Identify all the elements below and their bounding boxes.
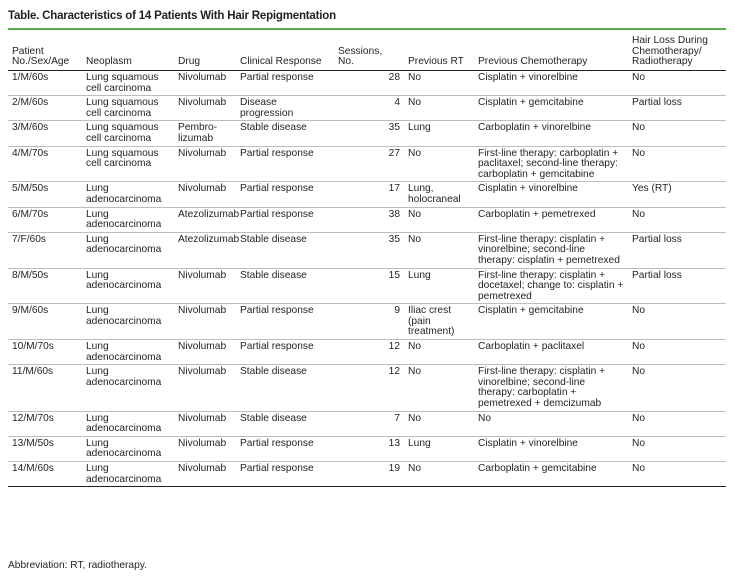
table-cell: Lung squamous cell carcinoma: [82, 146, 174, 182]
footnote: Abbreviation: RT, radiotherapy.: [8, 560, 147, 571]
table-row: [8, 365, 726, 411]
table-cell: 17: [334, 182, 404, 207]
table-cell: 6/M/70s: [8, 207, 82, 232]
table-cell: No: [404, 411, 474, 436]
table-cell: Lung, holocraneal: [404, 182, 474, 207]
table-cell: First-line therapy: cisplatin + docetaxel; change to: cisplatin + pemetrexed: [474, 268, 628, 304]
table-cell: Carboplatin + paclitaxel: [474, 340, 628, 365]
table-cell: No: [628, 411, 726, 436]
table-cell: Nivolumab: [174, 436, 236, 461]
table-cell: No: [404, 365, 474, 411]
table-row: [8, 71, 726, 96]
table-cell: Cisplatin + vinorelbine: [474, 71, 628, 96]
table-cell: Nivolumab: [174, 340, 236, 365]
table-cell: No: [404, 232, 474, 268]
table-cell: Partial response: [236, 436, 334, 461]
column-header: Drug: [174, 34, 236, 71]
table-row: [8, 96, 726, 121]
table-cell: No: [474, 411, 628, 436]
table-cell: Cisplatin + vinorelbine: [474, 182, 628, 207]
table-cell: 27: [334, 146, 404, 182]
table-row: [8, 340, 726, 365]
table-cell: Atezolizumab: [174, 207, 236, 232]
table-cell: 10/M/70s: [8, 340, 82, 365]
table-cell: 38: [334, 207, 404, 232]
table-row: [8, 436, 726, 461]
table-cell: Lung adenocarcinoma: [82, 304, 174, 340]
table-cell: Lung: [404, 121, 474, 146]
table-cell: No: [404, 340, 474, 365]
table-cell: Partial loss: [628, 96, 726, 121]
table-row: [8, 146, 726, 182]
table-cell: 14/M/60s: [8, 462, 82, 487]
table-cell: No: [628, 207, 726, 232]
table-cell: Stable disease: [236, 121, 334, 146]
table-cell: Partial response: [236, 304, 334, 340]
table-cell: 15: [334, 268, 404, 304]
table-cell: Lung adenocarcinoma: [82, 268, 174, 304]
table-cell: No: [628, 340, 726, 365]
table-cell: Nivolumab: [174, 462, 236, 487]
table-cell: Partial response: [236, 146, 334, 182]
table-body: [8, 71, 726, 487]
table-cell: Partial response: [236, 71, 334, 96]
table-cell: Lung adenocarcinoma: [82, 462, 174, 487]
table-cell: 8/M/50s: [8, 268, 82, 304]
table-cell: Nivolumab: [174, 411, 236, 436]
table-cell: Pembro-lizumab: [174, 121, 236, 146]
table-cell: Stable disease: [236, 268, 334, 304]
table-cell: No: [628, 146, 726, 182]
table-cell: No: [404, 71, 474, 96]
table-cell: 2/M/60s: [8, 96, 82, 121]
table-cell: First-line therapy: carboplatin + paclitaxel; second-line therapy: carboplatin + gemcitabine: [474, 146, 628, 182]
table-cell: Lung squamous cell carcinoma: [82, 71, 174, 96]
table-cell: Lung adenocarcinoma: [82, 365, 174, 411]
table-cell: No: [628, 304, 726, 340]
table-cell: Carboplatin + vinorelbine: [474, 121, 628, 146]
table-cell: 9: [334, 304, 404, 340]
table-cell: Nivolumab: [174, 71, 236, 96]
table-cell: Lung squamous cell carcinoma: [82, 121, 174, 146]
table-cell: 35: [334, 232, 404, 268]
table-cell: No: [628, 365, 726, 411]
table-cell: 5/M/50s: [8, 182, 82, 207]
table-cell: 3/M/60s: [8, 121, 82, 146]
table-cell: Lung adenocarcinoma: [82, 207, 174, 232]
column-header: Patient No./Sex/Age: [8, 34, 82, 71]
table-cell: 7/F/60s: [8, 232, 82, 268]
table-cell: Partial response: [236, 462, 334, 487]
column-header: Clinical Response: [236, 34, 334, 71]
table-cell: Stable disease: [236, 411, 334, 436]
table-cell: First-line therapy: cisplatin + vinorelbine; second-line therapy: cisplatin + pemetrexed: [474, 232, 628, 268]
table-cell: Disease progression: [236, 96, 334, 121]
table-cell: 1/M/60s: [8, 71, 82, 96]
table-row: [8, 182, 726, 207]
table-cell: Iliac crest (pain treatment): [404, 304, 474, 340]
table-row: [8, 207, 726, 232]
table-cell: 7: [334, 411, 404, 436]
table-cell: 12: [334, 365, 404, 411]
table-cell: Nivolumab: [174, 96, 236, 121]
table-cell: Lung: [404, 268, 474, 304]
table-cell: Partial loss: [628, 268, 726, 304]
table-cell: No: [404, 462, 474, 487]
column-header: Sessions, No.: [334, 34, 404, 71]
table-cell: Lung adenocarcinoma: [82, 411, 174, 436]
table-cell: 13: [334, 436, 404, 461]
table-cell: No: [628, 436, 726, 461]
characteristics-table: [8, 34, 726, 487]
column-header: Neoplasm: [82, 34, 174, 71]
table-cell: Partial response: [236, 207, 334, 232]
table-cell: 28: [334, 71, 404, 96]
column-header: Hair Loss During Chemotherapy/ Radiotherapy: [628, 34, 726, 71]
table-cell: Partial loss: [628, 232, 726, 268]
table-cell: Yes (RT): [628, 182, 726, 207]
table-title: Table. Characteristics of 14 Patients With Hair Repigmentation: [8, 10, 336, 22]
table-cell: Stable disease: [236, 365, 334, 411]
table-cell: Partial response: [236, 340, 334, 365]
column-header: Previous RT: [404, 34, 474, 71]
header-row: [8, 34, 726, 71]
table-cell: Cisplatin + vinorelbine: [474, 436, 628, 461]
table-cell: Stable disease: [236, 232, 334, 268]
table-cell: No: [404, 146, 474, 182]
table-cell: Lung adenocarcinoma: [82, 182, 174, 207]
table-row: [8, 411, 726, 436]
table-cell: 35: [334, 121, 404, 146]
table-cell: Nivolumab: [174, 365, 236, 411]
table-cell: 12: [334, 340, 404, 365]
table-cell: Nivolumab: [174, 182, 236, 207]
table-row: [8, 462, 726, 487]
table-cell: First-line therapy: cisplatin + vinorelbine; second-line therapy: carboplatin + pemetrexed + demcizumab: [474, 365, 628, 411]
table-cell: Lung adenocarcinoma: [82, 340, 174, 365]
table-cell: Nivolumab: [174, 146, 236, 182]
table-cell: Nivolumab: [174, 268, 236, 304]
table-cell: Lung adenocarcinoma: [82, 436, 174, 461]
table-cell: Carboplatin + gemcitabine: [474, 462, 628, 487]
column-header: Previous Chemotherapy: [474, 34, 628, 71]
table-cell: No: [404, 96, 474, 121]
table-cell: Partial response: [236, 182, 334, 207]
table-cell: Cisplatin + gemcitabine: [474, 96, 628, 121]
table-cell: Lung: [404, 436, 474, 461]
table-cell: No: [628, 71, 726, 96]
table-cell: Lung adenocarcinoma: [82, 232, 174, 268]
table-cell: No: [628, 462, 726, 487]
table-row: [8, 268, 726, 304]
table-cell: 11/M/60s: [8, 365, 82, 411]
table-cell: Carboplatin + pemetrexed: [474, 207, 628, 232]
table-cell: Cisplatin + gemcitabine: [474, 304, 628, 340]
table-cell: 9/M/60s: [8, 304, 82, 340]
table-cell: Nivolumab: [174, 304, 236, 340]
table-cell: Atezolizumab: [174, 232, 236, 268]
table-cell: No: [404, 207, 474, 232]
title-rule: [8, 28, 726, 30]
table-cell: 12/M/70s: [8, 411, 82, 436]
table-cell: 4: [334, 96, 404, 121]
table-cell: 19: [334, 462, 404, 487]
table-row: [8, 232, 726, 268]
table-cell: No: [628, 121, 726, 146]
table-cell: 4/M/70s: [8, 146, 82, 182]
table-cell: 13/M/50s: [8, 436, 82, 461]
table-row: [8, 304, 726, 340]
table-row: [8, 121, 726, 146]
table-cell: Lung squamous cell carcinoma: [82, 96, 174, 121]
